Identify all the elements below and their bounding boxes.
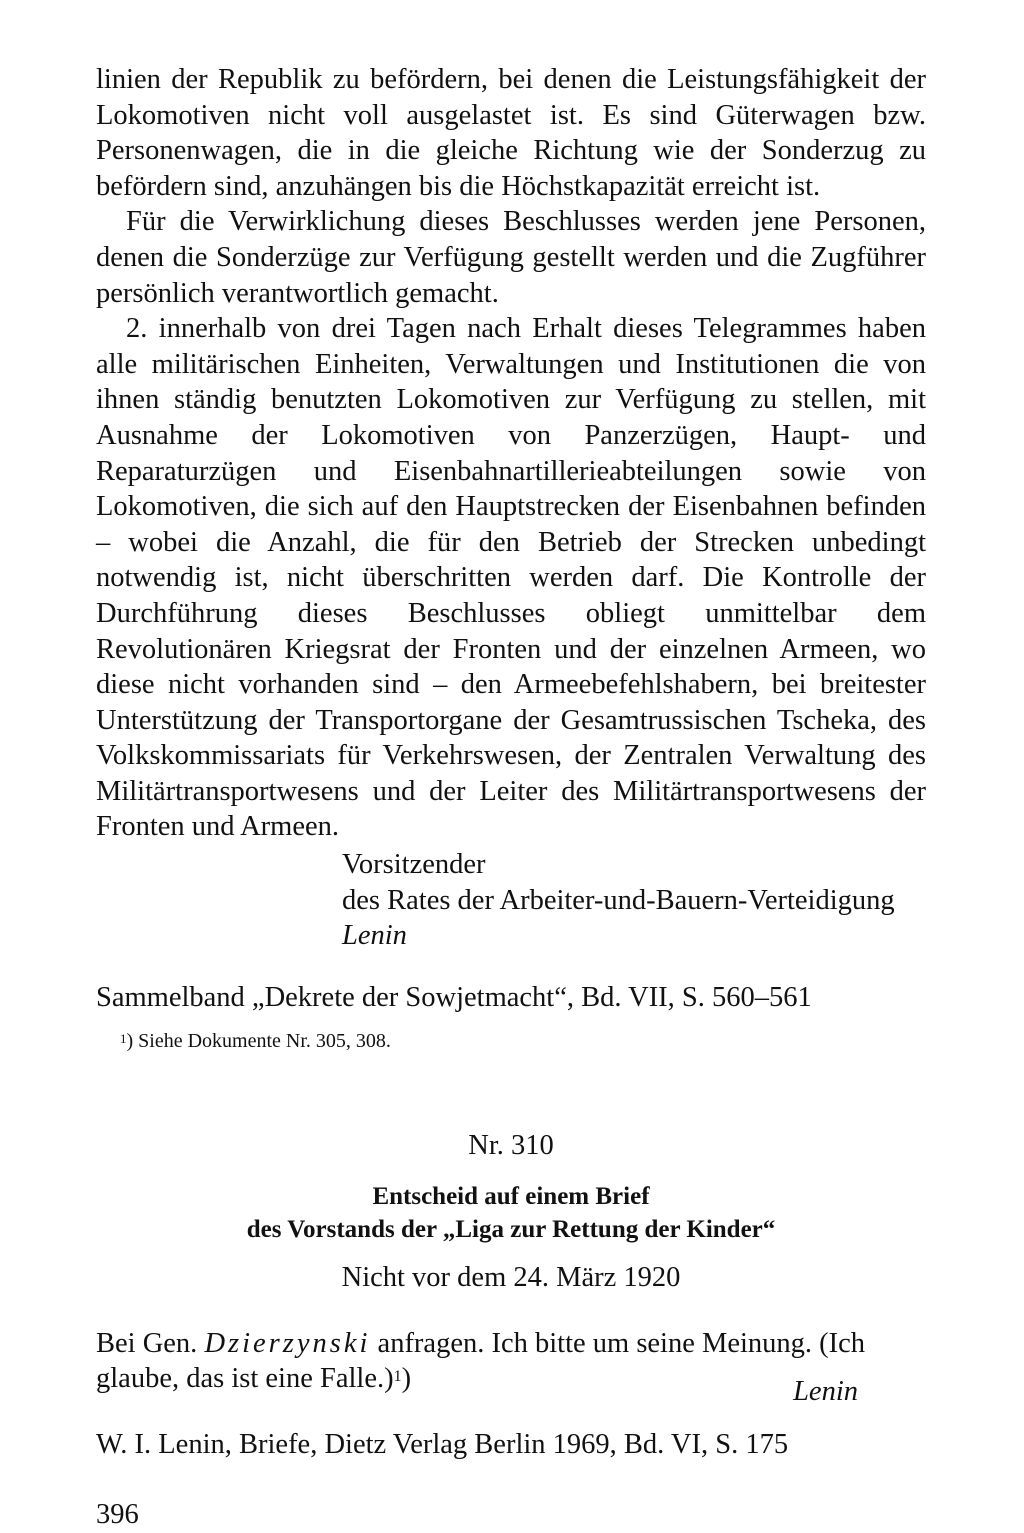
- note-rest: anfragen. Ich bitte um seine Meinung. (Ich: [370, 1327, 866, 1359]
- signature-block: [342, 847, 926, 954]
- document-number: Nr. 310: [468, 1129, 554, 1161]
- footnote: [120, 1028, 926, 1054]
- signature-title: Vorsitzender: [342, 849, 486, 881]
- document-source-citation: W. I. Lenin, Briefe, Dietz Verlag Berlin 1969, Bd. VI, S. 175: [96, 1429, 789, 1461]
- paragraph-point-2: 2. innerhalb von drei Tagen nach Erhalt dieses Telegrammes haben alle militärischen Einheiten, Verwaltungen und Institutionen die von ihnen ständig benutzten Lokomotiven zur Verfügung zu stellen, mit Ausnahme der Lokomotiven von Panzerzügen, Haupt- und Reparaturzügen und Eisenbahnartillerieabteilungen sowie von Lokomotiven, die sich auf den Hauptstrecken der Eisenbahnen befinden – wobei die Anzahl, die für den Betrieb der Strecken unbedingt notwendig ist, nicht überschritten werden darf. Die Kontrolle der Durchführung dieses Beschlusses obliegt unmittelbar dem Revolutionären Kriegsrat der Fronten und der einzelnen Armeen, wo diese nicht vorhanden sind – den Armeebefehlshabern, bei breitester Unterstützung der Transportorgane der Gesamtrussischen Tscheka, des Volkskommissariats für Verkehrswesen, der Zentralen Verwaltung des Militärtransportwesens und der Leiter des Militärtransportwesens der Fronten und Armeen.: [96, 313, 926, 843]
- note-prefix: Bei Gen.: [96, 1327, 205, 1359]
- document-title: [96, 1180, 926, 1246]
- source-citation: Sammelband „Dekrete der Sowjetmacht“, Bd. VII, S. 560–561: [96, 981, 812, 1013]
- paragraph-responsibility: Für die Verwirklichung dieses Beschlusses werden jene Personen, denen die Sonderzüge zur Verfügung gestellt werden und die Zugführer persönlich verantwortlich gemacht.: [96, 206, 926, 309]
- note-footnote-marker: 1: [393, 1368, 402, 1386]
- document-note: [96, 1326, 926, 1407]
- document-date: Nicht vor dem 24. März 1920: [341, 1261, 681, 1293]
- note-line-2-text: glaube, das ist eine Falle.): [96, 1363, 394, 1395]
- footnote-marker: 1: [120, 1030, 127, 1046]
- page-number: 396: [96, 1499, 139, 1531]
- note-person-name: Dzierzynski: [204, 1327, 371, 1359]
- document-title-line-1: Entscheid auf einem Brief: [372, 1182, 650, 1210]
- signature-council: des Rates der Arbeiter-und-Bauern-Verteidigung: [342, 884, 895, 916]
- book-page: [96, 62, 926, 1533]
- signature-name: Lenin: [342, 920, 407, 952]
- note-close-paren: ): [401, 1363, 412, 1395]
- note-line-1: [96, 1326, 926, 1362]
- footnote-text: ) Siehe Dokumente Nr. 305, 308.: [126, 1029, 391, 1052]
- paragraph-continuation: linien der Republik zu befördern, bei denen die Leistungsfähigkeit der Lokomotiven nicht voll ausgelastet ist. Es sind Güterwagen bzw. Personenwagen, die in die gleiche Richtung wie der Sonderzug zu befördern sind, anzuhängen bis die Höchstkapazität erreicht ist.: [96, 64, 926, 202]
- document-title-line-2: des Vorstands der „Liga zur Rettung der Kinder“: [246, 1215, 776, 1243]
- note-signature: Lenin: [793, 1375, 858, 1407]
